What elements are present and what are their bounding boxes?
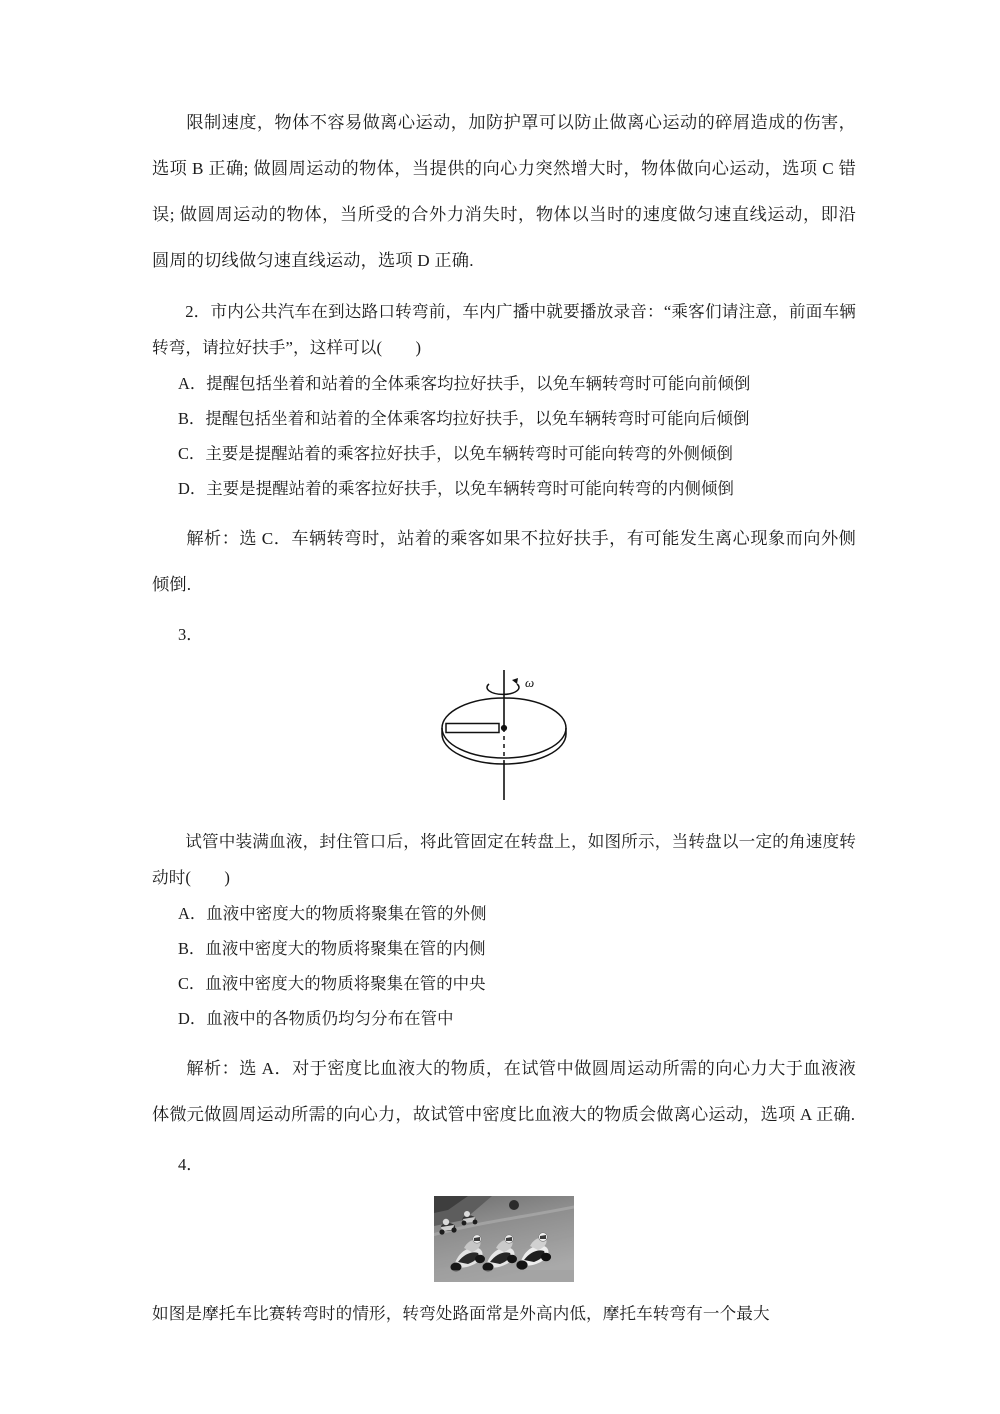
question-2-stem: 2．市内公共汽车在到达路口转弯前，车内广播中就要播放录音：“乘客们请注意，前面车辆转弯，请拉好扶手”，这样可以( ) <box>152 302 856 357</box>
question-2-option-c <box>152 436 856 471</box>
question-4-figure <box>152 1182 856 1296</box>
question-2-option-a <box>152 366 856 401</box>
spacer <box>152 608 856 618</box>
option-text: 血液中密度大的物质将聚集在管的中央 <box>205 974 486 993</box>
option-letter: C． <box>178 974 206 993</box>
option-letter: B． <box>178 939 206 958</box>
spacer <box>152 284 856 294</box>
turntable-center-point <box>501 725 507 731</box>
question-3-number: 3． <box>178 625 203 644</box>
question-3-figure <box>152 652 856 824</box>
option-letter: A． <box>178 904 207 923</box>
option-text: 血液中密度大的物质将聚集在管的外侧 <box>206 904 487 923</box>
option-text: 提醒包括坐着和站着的全体乘客均拉好扶手，以免车辆转弯时可能向前倾倒 <box>206 374 751 393</box>
rotation-arrow-arc <box>487 684 519 694</box>
test-tube <box>446 724 499 733</box>
question-3-stem: 试管中装满血液，封住管口后，将此管固定在转盘上，如图所示，当转盘以一定的角速度转动时( ) <box>152 832 856 887</box>
option-text: 主要是提醒站着的乘客拉好扶手，以免车辆转弯时可能向转弯的内侧倾倒 <box>206 479 734 498</box>
background-marshal <box>509 1200 519 1210</box>
question-2-solution: 解析：选 C．车辆转弯时，站着的乘客如果不拉好扶手，有可能发生离心现象而向外侧倾倒. <box>152 529 856 594</box>
spacer <box>152 506 856 516</box>
option-letter: D． <box>178 1009 207 1028</box>
omega-label: ω <box>525 675 535 690</box>
option-text: 血液中密度大的物质将聚集在管的内侧 <box>205 939 486 958</box>
spacer <box>152 1036 856 1046</box>
question-3-option-c <box>152 966 856 1001</box>
question-3-option-b <box>152 931 856 966</box>
option-letter: B． <box>178 409 206 428</box>
question-3-solution: 解析：选 A．对于密度比血液大的物质，在试管中做圆周运动所需的向心力大于血液液体微元做圆周运动所需的向心力，故试管中密度比血液大的物质会做离心运动，选项 A 正确. <box>152 1059 856 1124</box>
option-letter: D． <box>178 479 207 498</box>
solution-1-paragraph: 限制速度，物体不容易做离心运动，加防护罩可以防止做离心运动的碎屑造成的伤害，选项 B 正确; 做圆周运动的物体，当提供的向心力突然增大时，物体做向心运动，选项 C 错误; 做圆周运动的物体，当所受的合外力消失时，物体以当时的速度做匀速直线运动，即沿圆周的切线做匀速直线运动，选项 D 正确. <box>152 113 856 270</box>
question-3-option-a <box>152 896 856 931</box>
motorcycle-race-photo <box>434 1196 574 1282</box>
rotating-turntable-diagram <box>409 660 599 810</box>
question-2-option-b <box>152 401 856 436</box>
question-4-number: 4． <box>178 1155 203 1174</box>
question-2-option-d <box>152 471 856 506</box>
photo-content <box>434 1196 574 1282</box>
option-text: 提醒包括坐着和站着的全体乘客均拉好扶手，以免车辆转弯时可能向后倾倒 <box>205 409 750 428</box>
rotation-arrow-head <box>512 678 518 684</box>
question-3-option-d <box>152 1001 856 1036</box>
option-letter: A． <box>178 374 207 393</box>
foreground-shadow <box>434 1270 574 1282</box>
question-4-stem: 如图是摩托车比赛转弯时的情形，转弯处路面常是外高内低，摩托车转弯有一个最大 <box>152 1304 770 1323</box>
option-letter: C． <box>178 444 206 463</box>
option-text: 血液中的各物质仍均匀分布在管中 <box>206 1009 454 1028</box>
spacer <box>152 1138 856 1148</box>
page-content <box>152 100 856 1332</box>
option-text: 主要是提醒站着的乘客拉好扶手，以免车辆转弯时可能向转弯的外侧倾倒 <box>205 444 734 463</box>
